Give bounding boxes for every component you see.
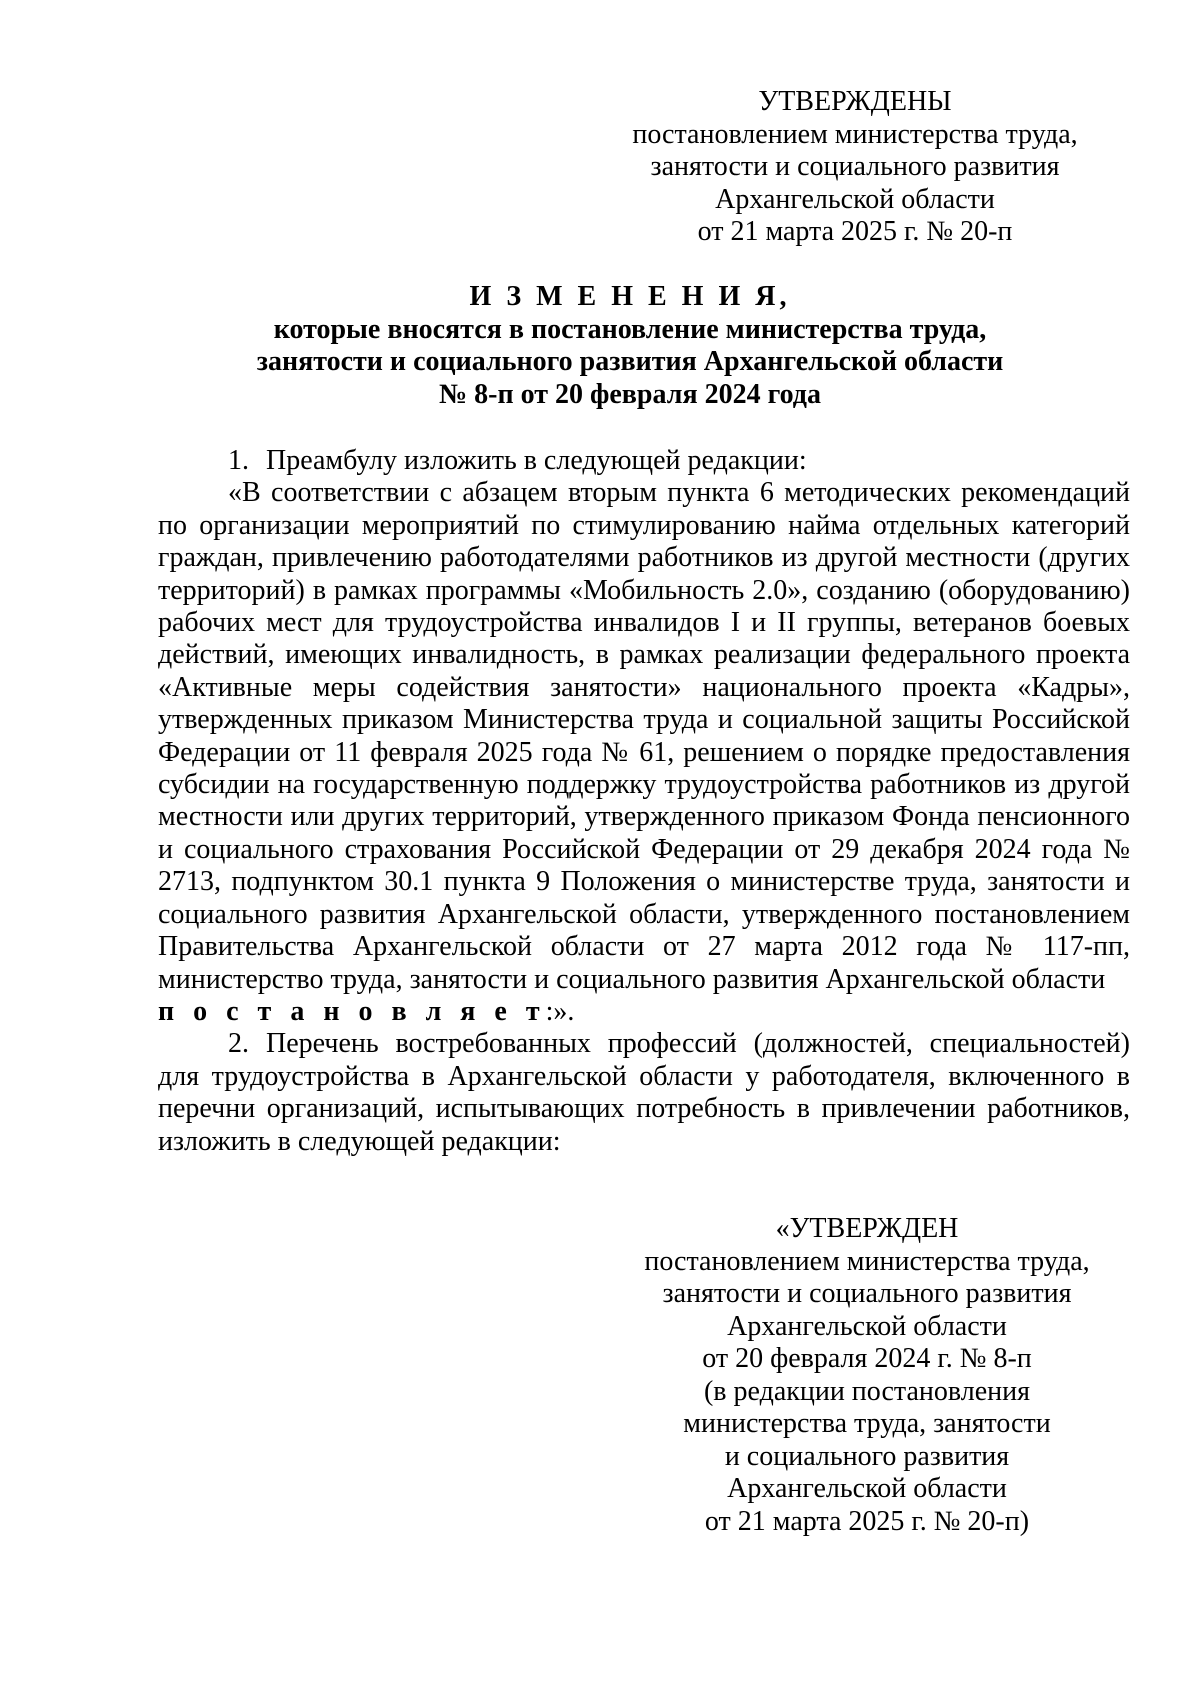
item-text: Перечень востребованных профессий (должностей, специальностей) для трудоустройства в Архангельской области у работодателя, включенного в перечни организаций, испытывающих потребность в привлечении работников, изложить в следующей редакции:: [158, 1028, 1130, 1157]
approval-line: Архангельской области: [727, 1310, 1007, 1342]
title-line: № 8-п от 20 февраля 2024 года: [439, 378, 821, 410]
approval-line: занятости и социального развития: [650, 151, 1060, 182]
approval-line: занятости и социального развития: [662, 1278, 1072, 1309]
approval-date: от 21 марта 2025 г. № 20-п: [697, 216, 1013, 247]
approval-line: и социального развития: [724, 1440, 1010, 1472]
document-body: [158, 445, 1130, 1158]
approval-line: Архангельской области: [715, 183, 995, 215]
title-main: И З М Е Н Е Н И Я,: [469, 281, 791, 312]
approval-line: Архангельской области: [727, 1473, 1007, 1504]
approval-heading: УТВЕРЖДЕНЫ: [758, 86, 952, 117]
approval-date: от 21 марта 2025 г. № 20-п): [704, 1505, 1030, 1537]
preamble-paragraph: [158, 477, 1130, 1028]
approval-date: от 20 февраля 2024 г. № 8-п: [702, 1343, 1032, 1374]
title-line: которые вносятся в постановление министерства труда,: [273, 313, 987, 345]
item-2: [158, 1028, 1130, 1158]
approval-line: постановлением министерства труда,: [644, 1245, 1090, 1277]
approval-line: (в редакции постановления: [703, 1375, 1031, 1407]
item-number: 2.: [228, 1028, 249, 1060]
preamble-end: :».: [545, 995, 575, 1027]
title-line: занятости и социального развития Архангельской области: [256, 346, 1004, 377]
item-1: [158, 445, 1130, 477]
preamble-text: «В соответствии с абзацем вторым пункта 6 методических рекомендаций по организации мероприятий по стимулированию найма отдельных категорий граждан, привлечению работодателями работников из другой местности (других территорий) в рамках программы «Мобильность 2.0», созданию (оборудованию) рабочих мест для трудоустройства инвалидов I и II группы, ветеранов боевых действий, имеющих инвалидность, в рамках реализации федерального проекта «Активные меры содействия занятости» национального проекта «Кадры», утвержденных приказом Министерства труда и социальной защиты Российской Федерации от 11 февраля 2025 года № 61, решением о порядке предоставления субсидии на государственную поддержку трудоустройства работников из другой местности или других территорий, утвержденного приказом Фонда пенсионного и социального страхования Российской Федерации от 29 декабря 2024 года № 2713, подпунктом 30.1 пункта 9 Положения о министерстве труда, занятости и социального развития Архангельской области, утвержденного постановлением Правительства Архангельской области от 27 марта 2012 года № 117-пп, министерство труда, занятости и социального развития Архангельской области: [158, 477, 1131, 995]
item-number: 1.: [228, 445, 249, 476]
approval-line: министерства труда, занятости: [683, 1408, 1051, 1439]
approval-stamp-bottom: [632, 1213, 1102, 1538]
item-text: Преамбулу изложить в следующей редакции:: [266, 445, 807, 476]
preamble-keyword: п о с т а н о в л я е т: [158, 995, 546, 1027]
approval-heading: «УТВЕРЖДЕН: [775, 1213, 959, 1244]
approval-line: постановлением министерства труда,: [632, 118, 1078, 150]
document-title: [150, 281, 1110, 411]
approval-stamp-top: [620, 86, 1090, 249]
